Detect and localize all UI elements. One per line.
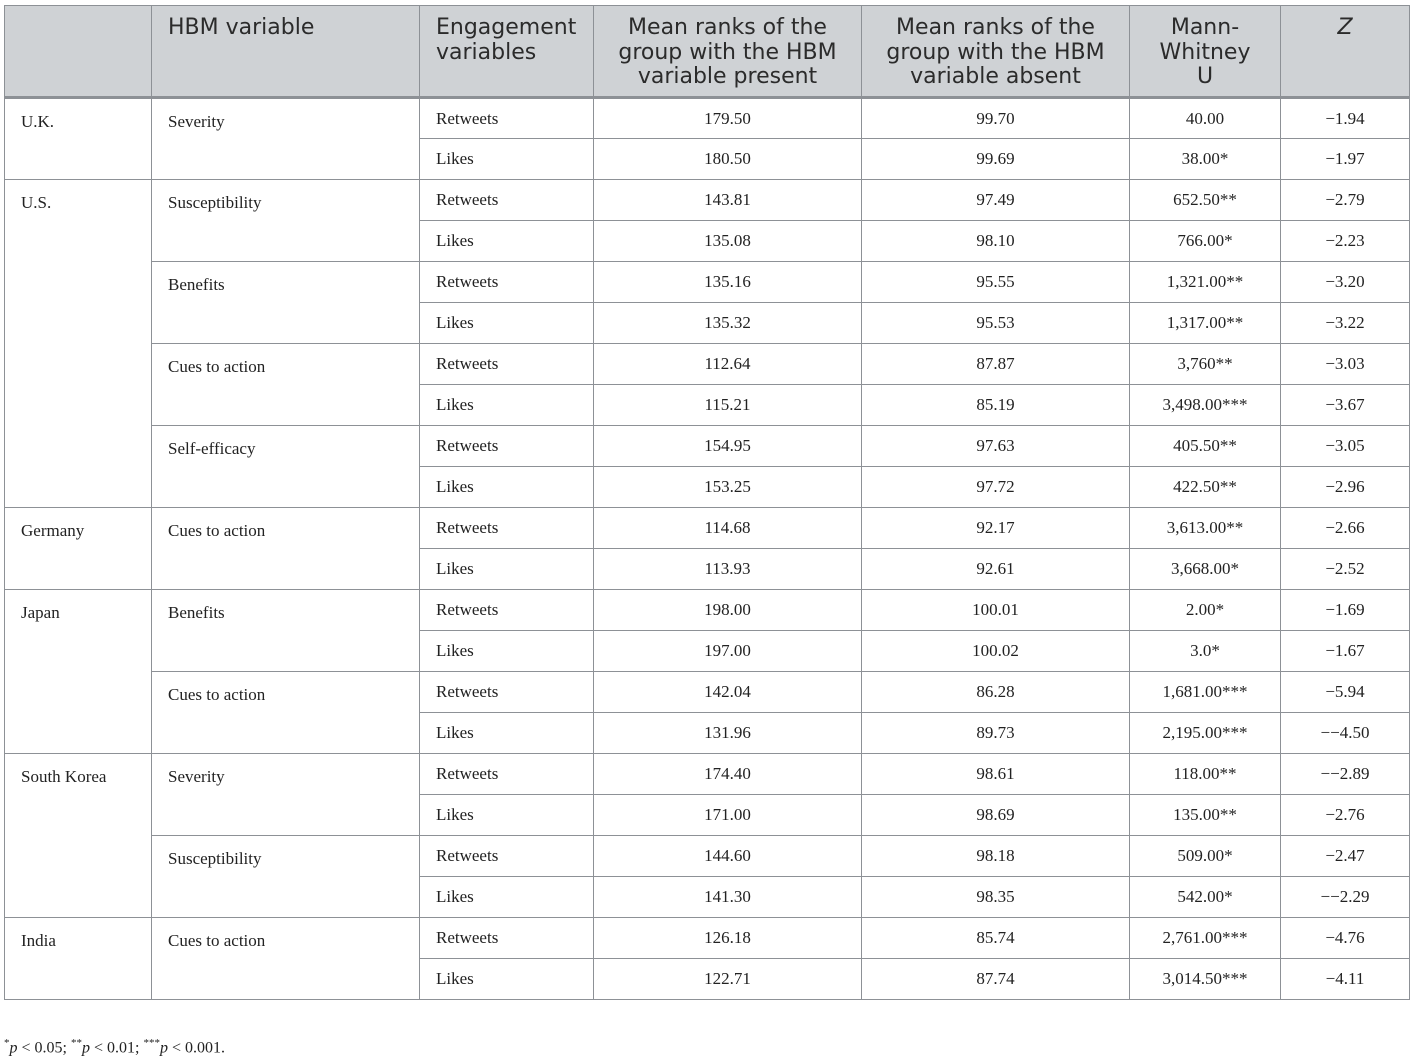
mean-rank-absent-cell: 85.74 (862, 918, 1130, 959)
z-cell: −1.94 (1281, 98, 1410, 139)
table-row (5, 180, 1410, 221)
mann-whitney-u-cell: 509.00* (1130, 836, 1281, 877)
footnote-p-1: p (9, 1039, 18, 1057)
mean-rank-present-cell: 114.68 (594, 508, 862, 549)
header-line: group with the HBM (618, 39, 837, 65)
header-line: Mean ranks of the (896, 15, 1095, 40)
mean-rank-present-cell: 197.00 (594, 631, 862, 672)
footnote-mark-3: *** (143, 1037, 160, 1049)
table-body (5, 98, 1410, 1000)
mean-rank-absent-cell: 87.74 (862, 959, 1130, 1000)
hbm-variable-cell: Cues to action (152, 508, 420, 590)
header-line: Z (1337, 15, 1353, 40)
z-cell: −2.66 (1281, 508, 1410, 549)
mean-rank-absent-cell: 100.01 (862, 590, 1130, 631)
header-line: Mean ranks of the (628, 15, 827, 40)
z-cell: −1.69 (1281, 590, 1410, 631)
table-row (5, 426, 1410, 467)
mean-rank-absent-cell: 99.70 (862, 98, 1130, 139)
footnote-p-2: p (81, 1039, 90, 1057)
engagement-cell: Retweets (420, 426, 594, 467)
hbm-variable-cell: Severity (152, 754, 420, 836)
engagement-cell: Likes (420, 549, 594, 590)
header-row (5, 6, 1410, 98)
footnote-threshold-3: < 0.001. (167, 1039, 225, 1057)
z-cell: −−2.29 (1281, 877, 1410, 918)
footnote-threshold-2: < 0.01; (89, 1039, 144, 1057)
table-row (5, 344, 1410, 385)
mean-rank-present-cell: 126.18 (594, 918, 862, 959)
mean-rank-absent-cell: 87.87 (862, 344, 1130, 385)
results-table (4, 5, 1410, 1000)
z-cell: −4.11 (1281, 959, 1410, 1000)
z-cell: −−2.89 (1281, 754, 1410, 795)
mann-whitney-u-cell: 3,668.00* (1130, 549, 1281, 590)
z-cell: −3.05 (1281, 426, 1410, 467)
z-cell: −3.22 (1281, 303, 1410, 344)
mann-whitney-u-cell: 1,321.00** (1130, 262, 1281, 303)
mann-whitney-u-cell: 405.50** (1130, 426, 1281, 467)
engagement-cell: Likes (420, 795, 594, 836)
mann-whitney-u-cell: 3,498.00*** (1130, 385, 1281, 426)
mann-whitney-u-cell: 2,761.00*** (1130, 918, 1281, 959)
hbm-variable-cell: Benefits (152, 590, 420, 672)
z-cell: −1.97 (1281, 139, 1410, 180)
header-line: U (1196, 64, 1214, 89)
z-cell: −3.20 (1281, 262, 1410, 303)
mean-rank-present-cell: 113.93 (594, 549, 862, 590)
mean-rank-absent-cell: 85.19 (862, 385, 1130, 426)
header-line: Engagement (436, 15, 577, 40)
z-cell: −2.52 (1281, 549, 1410, 590)
mean-rank-present-cell: 180.50 (594, 139, 862, 180)
mean-rank-present-cell: 174.40 (594, 754, 862, 795)
footnote-mark-1: * (4, 1037, 10, 1049)
header-mann-whitney-u (1130, 6, 1281, 98)
z-cell: −2.79 (1281, 180, 1410, 221)
z-cell: −4.76 (1281, 918, 1410, 959)
mann-whitney-u-cell: 1,317.00** (1130, 303, 1281, 344)
table-row (5, 754, 1410, 795)
hbm-variable-cell: Severity (152, 98, 420, 180)
mann-whitney-u-cell: 1,681.00*** (1130, 672, 1281, 713)
mean-rank-present-cell: 153.25 (594, 467, 862, 508)
footnote-threshold-1: < 0.05; (17, 1039, 71, 1057)
table-row (5, 836, 1410, 877)
country-cell: Japan (5, 590, 152, 754)
engagement-cell: Retweets (420, 180, 594, 221)
mean-rank-absent-cell: 86.28 (862, 672, 1130, 713)
engagement-cell: Likes (420, 713, 594, 754)
mean-rank-present-cell: 154.95 (594, 426, 862, 467)
hbm-variable-cell: Cues to action (152, 672, 420, 754)
mean-rank-present-cell: 135.16 (594, 262, 862, 303)
engagement-cell: Likes (420, 877, 594, 918)
mean-rank-absent-cell: 92.61 (862, 549, 1130, 590)
engagement-cell: Retweets (420, 918, 594, 959)
table-row (5, 918, 1410, 959)
mean-rank-present-cell: 179.50 (594, 98, 862, 139)
country-cell: South Korea (5, 754, 152, 918)
header-country (5, 6, 152, 98)
mann-whitney-u-cell: 3,014.50*** (1130, 959, 1281, 1000)
z-cell: −1.67 (1281, 631, 1410, 672)
header-mean-rank-present (594, 6, 862, 98)
z-cell: −2.23 (1281, 221, 1410, 262)
mean-rank-present-cell: 115.21 (594, 385, 862, 426)
mean-rank-absent-cell: 100.02 (862, 631, 1130, 672)
z-cell: −2.47 (1281, 836, 1410, 877)
table-header (5, 6, 1410, 98)
mean-rank-absent-cell: 97.72 (862, 467, 1130, 508)
engagement-cell: Retweets (420, 508, 594, 549)
mean-rank-absent-cell: 92.17 (862, 508, 1130, 549)
header-line: HBM variable (168, 15, 315, 40)
table-row (5, 262, 1410, 303)
hbm-variable-cell: Cues to action (152, 918, 420, 1000)
engagement-cell: Likes (420, 467, 594, 508)
engagement-cell: Retweets (420, 262, 594, 303)
mean-rank-absent-cell: 98.69 (862, 795, 1130, 836)
mean-rank-present-cell: 131.96 (594, 713, 862, 754)
mann-whitney-u-cell: 3.0* (1130, 631, 1281, 672)
mann-whitney-u-cell: 118.00** (1130, 754, 1281, 795)
header-line: Mann- (1170, 15, 1240, 40)
results-table-container (4, 5, 1409, 1000)
mean-rank-absent-cell: 98.35 (862, 877, 1130, 918)
engagement-cell: Likes (420, 385, 594, 426)
z-cell: −3.67 (1281, 385, 1410, 426)
table-footnote (4, 1037, 225, 1057)
engagement-cell: Likes (420, 303, 594, 344)
mean-rank-absent-cell: 99.69 (862, 139, 1130, 180)
country-cell: Germany (5, 508, 152, 590)
hbm-variable-cell: Susceptibility (152, 180, 420, 262)
mann-whitney-u-cell: 40.00 (1130, 98, 1281, 139)
country-cell: India (5, 918, 152, 1000)
mann-whitney-u-cell: 652.50** (1130, 180, 1281, 221)
engagement-cell: Retweets (420, 672, 594, 713)
mean-rank-present-cell: 122.71 (594, 959, 862, 1000)
z-cell: −2.96 (1281, 467, 1410, 508)
mean-rank-absent-cell: 97.63 (862, 426, 1130, 467)
mean-rank-present-cell: 112.64 (594, 344, 862, 385)
mean-rank-present-cell: 135.08 (594, 221, 862, 262)
engagement-cell: Retweets (420, 344, 594, 385)
engagement-cell: Retweets (420, 590, 594, 631)
table-row (5, 98, 1410, 139)
header-engagement-variables (420, 6, 594, 98)
footnote-p-3: p (159, 1039, 168, 1057)
table-row (5, 590, 1410, 631)
mann-whitney-u-cell: 38.00* (1130, 139, 1281, 180)
z-cell: −−4.50 (1281, 713, 1410, 754)
engagement-cell: Likes (420, 221, 594, 262)
mean-rank-absent-cell: 95.55 (862, 262, 1130, 303)
mann-whitney-u-cell: 766.00* (1130, 221, 1281, 262)
country-cell: U.S. (5, 180, 152, 508)
header-mean-rank-absent (862, 6, 1130, 98)
mann-whitney-u-cell: 542.00* (1130, 877, 1281, 918)
mean-rank-present-cell: 135.32 (594, 303, 862, 344)
z-cell: −5.94 (1281, 672, 1410, 713)
engagement-cell: Retweets (420, 98, 594, 139)
mean-rank-present-cell: 143.81 (594, 180, 862, 221)
hbm-variable-cell: Susceptibility (152, 836, 420, 918)
engagement-cell: Retweets (420, 836, 594, 877)
engagement-cell: Likes (420, 959, 594, 1000)
mann-whitney-u-cell: 422.50** (1130, 467, 1281, 508)
mann-whitney-u-cell: 3,760** (1130, 344, 1281, 385)
header-line: variable absent (910, 64, 1081, 89)
mann-whitney-u-cell: 2.00* (1130, 590, 1281, 631)
engagement-cell: Likes (420, 139, 594, 180)
header-line: group with the HBM (886, 39, 1105, 65)
mean-rank-absent-cell: 95.53 (862, 303, 1130, 344)
mean-rank-present-cell: 198.00 (594, 590, 862, 631)
header-z (1281, 6, 1410, 98)
z-cell: −2.76 (1281, 795, 1410, 836)
hbm-variable-cell: Cues to action (152, 344, 420, 426)
table-row (5, 672, 1410, 713)
header-hbm-variable (152, 6, 420, 98)
mean-rank-absent-cell: 98.10 (862, 221, 1130, 262)
header-line: variables (436, 39, 537, 65)
table-row (5, 508, 1410, 549)
mean-rank-absent-cell: 89.73 (862, 713, 1130, 754)
engagement-cell: Retweets (420, 754, 594, 795)
mann-whitney-u-cell: 135.00** (1130, 795, 1281, 836)
mean-rank-present-cell: 171.00 (594, 795, 862, 836)
mean-rank-present-cell: 142.04 (594, 672, 862, 713)
mann-whitney-u-cell: 3,613.00** (1130, 508, 1281, 549)
engagement-cell: Likes (420, 631, 594, 672)
mean-rank-absent-cell: 98.61 (862, 754, 1130, 795)
z-cell: −3.03 (1281, 344, 1410, 385)
mann-whitney-u-cell: 2,195.00*** (1130, 713, 1281, 754)
mean-rank-present-cell: 144.60 (594, 836, 862, 877)
header-line: Whitney (1159, 39, 1251, 65)
country-cell: U.K. (5, 98, 152, 180)
footnote-mark-2: ** (70, 1037, 82, 1049)
header-line: variable present (637, 64, 818, 89)
mean-rank-absent-cell: 98.18 (862, 836, 1130, 877)
mean-rank-absent-cell: 97.49 (862, 180, 1130, 221)
hbm-variable-cell: Benefits (152, 262, 420, 344)
hbm-variable-cell: Self-efficacy (152, 426, 420, 508)
mean-rank-present-cell: 141.30 (594, 877, 862, 918)
